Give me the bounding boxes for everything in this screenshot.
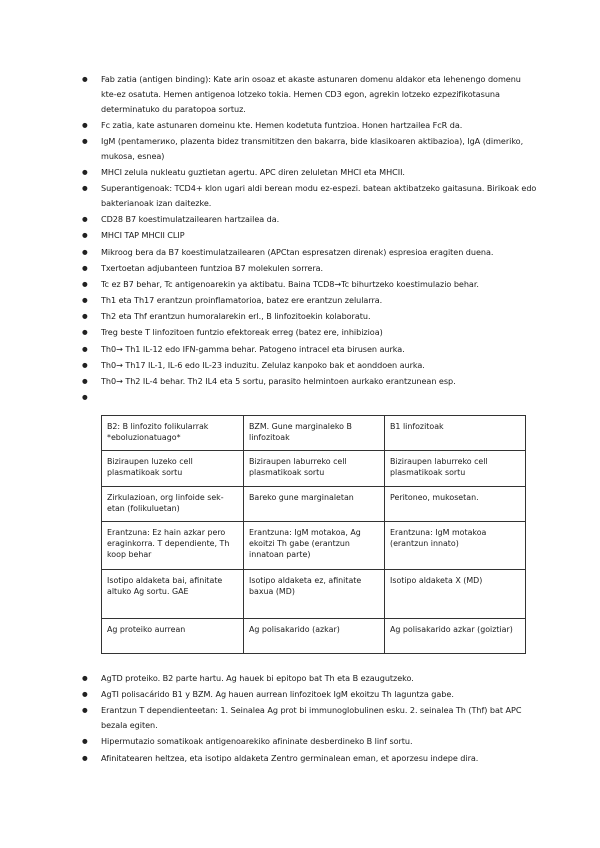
bullet-item: ● Th0→ Th1 IL-12 edo IFN-gamma behar. Patogeno intracel eta birusen aurka. [82, 342, 537, 357]
bullet-item: ● Th0→ Th17 IL-1, IL-6 edo IL-23 induzitu. Zelulaz kanpoko bak et aonddoen aurka. [82, 358, 537, 373]
bullet-item: ● Afinitatearen heltzea, eta isotipo aldaketa Zentro germinalean eman, et aporzesu indepe dira. [82, 751, 537, 766]
b-lymphocyte-comparison-table [101, 415, 526, 654]
table-row [102, 416, 526, 451]
table-row [102, 487, 526, 522]
table-cell: Peritoneo, mukosetan. [385, 487, 526, 522]
table-cell: Isotipo aldaketa X (MD) [385, 570, 526, 619]
table-cell: Biziraupen laburreko cell plasmatikoak sortu [244, 451, 385, 487]
bullet-item: ● Fab zatia (antigen binding): Kate arin osoaz et akaste astunaren domenu aldakor eta lehenengo domenu kte-ez osatuta. Hemen antigenoa lotzeko tokia. Hemen CD3 egon, agrekin lotzeko ezpezifikotasuna determinatuko du paratopoa sortuz. [82, 72, 537, 116]
bullet-item: ● Th2 eta Thf erantzun humoralarekin erl., B linfozitoekin kolaboratu. [82, 309, 537, 324]
bullet-item: ● Erantzun T dependienteetan: 1. Seinalea Ag prot bi immunoglobulinen esku. 2. seinalea Th (Thf) bat APC bezala egiten. [82, 703, 537, 733]
bullet-list-bottom [82, 671, 537, 767]
bullet-item: ● CD28 B7 koestimulatzailearen hartzailea da. [82, 212, 537, 227]
table-cell: B1 linfozitoak [385, 416, 526, 451]
bullet-item: ● MHCI zelula nukleatu guztietan agertu. APC diren zeluletan MHCI eta MHCII. [82, 165, 537, 180]
bullet-item: ● Th1 eta Th17 erantzun proinflamatorioa, batez ere erantzun zelularra. [82, 293, 537, 308]
bullet-item: ● IgM (pentamerико, plazenta bidez transmititzen den bakarra, bide klasikoaren aktibazioa), IgA (dimeriko, mukosa, esnea) [82, 134, 537, 164]
table-cell: Ag proteiko aurrean [102, 619, 244, 654]
table-cell: Erantzuna: IgM motakoa, Ag ekoitzi Th gabe (erantzun innatoan parte) [244, 522, 385, 570]
table-cell: BZM. Gune marginaleko B linfozitoak [244, 416, 385, 451]
bullet-item: ● Superantigenoak: TCD4+ klon ugari aldi berean modu ez-espezi. batean aktibatzeko gaitasuna. Birikoak edo bakterianoak izan daitezke. [82, 181, 537, 211]
bullet-item: ● AgTD proteiko. B2 parte hartu. Ag hauek bi epitopo bat Th eta B ezaugutzeko. [82, 671, 537, 686]
bullet-item: ● Mikroog bera da B7 koestimulatzailearen (APCtan espresatzen direnak) espresioa eragiten duena. [82, 245, 537, 260]
table-row [102, 522, 526, 570]
bullet-item: ● Th0→ Th2 IL-4 behar. Th2 IL4 eta 5 sortu, parasito helmintoen aurkako erantzunean esp. [82, 374, 537, 389]
table-row [102, 619, 526, 654]
bullet-item: ● Fc zatia, kate astunaren domeinu kte. Hemen kodetuta funtzioa. Honen hartzailea FcR da. [82, 118, 537, 133]
table-cell: Erantzuna: Ez hain azkar pero eraginkorra. T dependiente, Th koop behar [102, 522, 244, 570]
table-cell: Biziraupen laburreko cell plasmatikoak sortu [385, 451, 526, 487]
bullet-item: ● Hipermutazio somatikoak antigenoarekiko afininate desberdineko B linf sortu. [82, 734, 537, 749]
bullet-list-top [82, 72, 537, 390]
table-cell: Ag polisakarido (azkar) [244, 619, 385, 654]
table-cell: Bareko gune marginaletan [244, 487, 385, 522]
table-cell: Zirkulazioan, org linfoide sek-etan (folikuluetan) [102, 487, 244, 522]
table-row [102, 451, 526, 487]
table-cell: Ag polisakarido azkar (goiztiar) [385, 619, 526, 654]
table-cell: Erantzuna: IgM motakoa (erantzun innato) [385, 522, 526, 570]
bullet-item: ● Txertoetan adjubanteen funtzioa B7 molekulen sorrera. [82, 261, 537, 276]
bullet-item: ● Tc ez B7 behar, Tc antigenoarekin ya aktibatu. Baina TCD8→Tc bihurtzeko koestimulazio behar. [82, 277, 537, 292]
table-cell: Isotipo aldaketa bai, afinitate altuko Ag sortu. GAE [102, 570, 244, 619]
table-cell: B2: B linfozito folikularrak *eboluzionatuago* [102, 416, 244, 451]
bullet-item: ● MHCI TAP MHCII CLIP [82, 228, 537, 243]
bullet-item: ● AgTI polisacárido B1 y BZM. Ag hauen aurrean linfozitoek IgM ekoitzu Th laguntza gabe. [82, 687, 537, 702]
bullet-item: ● Treg beste T linfozitoen funtzio efektoreak erreg (batez ere, inhibizioa) [82, 325, 537, 340]
table-row [102, 570, 526, 619]
table-cell: Isotipo aldaketa ez, afinitate baxua (MD) [244, 570, 385, 619]
table-cell: Biziraupen luzeko cell plasmatikoak sortu [102, 451, 244, 487]
